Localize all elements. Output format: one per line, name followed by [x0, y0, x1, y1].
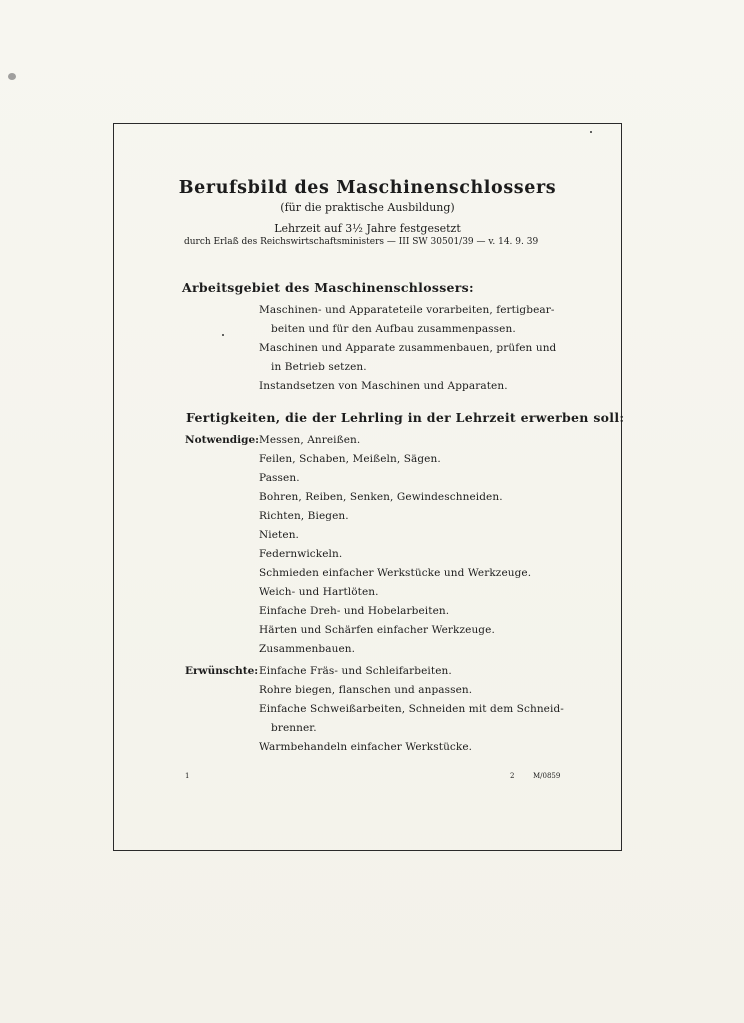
document-frame [113, 123, 625, 851]
work-area-line: Instandsetzen von Maschinen und Apparaten. [259, 380, 508, 392]
required-skill: Bohren, Reiben, Senken, Gewindeschneiden. [259, 491, 503, 503]
required-skill: Einfache Dreh- und Hobelarbeiten. [259, 605, 450, 617]
required-skill: Schmieden einfacher Werkstücke und Werkzeuge. [259, 567, 532, 579]
document-title: Berufsbild des Maschinenschlossers [178, 178, 557, 198]
required-skill: Härten und Schärfen einfacher Werkzeuge. [259, 624, 495, 636]
work-area-line: Maschinen und Apparate zusammenbauen, prüfen und [259, 342, 557, 354]
desired-label: Erwünschte: [185, 665, 259, 677]
ink-speck [8, 73, 16, 80]
work-area-line: beiten und für den Aufbau zusammenpassen. [271, 323, 516, 335]
work-area-line: Maschinen- und Apparateteile vorarbeiten, fertigbear- [259, 304, 555, 316]
desired-skill: Warmbehandeln einfacher Werkstücke. [259, 741, 473, 753]
desired-skill: Rohre biegen, flanschen und anpassen. [259, 684, 473, 696]
footer-page-right: 2 [510, 772, 515, 780]
required-skill: Zusammenbauen. [259, 643, 356, 655]
desired-skill: brenner. [271, 722, 317, 734]
required-skill: Passen. [259, 472, 300, 484]
footer-page-left: 1 [185, 772, 190, 780]
apprenticeship-duration: Lehrzeit auf 3½ Jahre festgesetzt [274, 222, 461, 235]
document-subtitle: (für die praktische Ausbildung) [280, 201, 455, 214]
scan-dot [222, 334, 224, 336]
footer-form-code: M/0859 [533, 772, 561, 780]
desired-skill: Einfache Fräs- und Schleifarbeiten. [259, 665, 452, 677]
required-skill: Messen, Anreißen. [259, 434, 361, 446]
required-skill: Nieten. [259, 529, 299, 541]
required-skill: Weich- und Hartlöten. [259, 586, 379, 598]
required-label: Notwendige: [185, 434, 260, 446]
required-skill: Richten, Biegen. [259, 510, 349, 522]
desired-skill: Einfache Schweißarbeiten, Schneiden mit dem Schneid- [259, 703, 564, 715]
work-area-heading: Arbeitsgebiet des Maschinenschlossers: [182, 280, 474, 295]
required-skill: Feilen, Schaben, Meißeln, Sägen. [259, 453, 441, 465]
decree-reference: durch Erlaß des Reichswirtschaftsministers — III SW 30501/39 — v. 14. 9. 39 [184, 237, 539, 247]
skills-heading: Fertigkeiten, die der Lehrling in der Lehrzeit erwerben soll: [186, 410, 625, 425]
required-skill: Federnwickeln. [259, 548, 343, 560]
work-area-line: in Betrieb setzen. [271, 361, 367, 373]
scan-dot [590, 131, 592, 133]
